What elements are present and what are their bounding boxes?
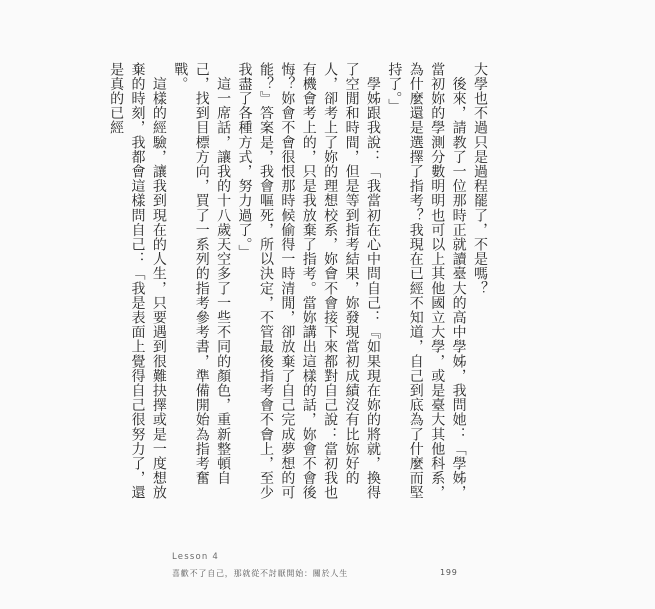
- paragraph: 後來，請教了一位那時正就讀臺大的高中學姊，我問她：「學姊，當初妳的學測分數明明也可以上其他國立大學，或是臺大其他科系，為什麼還是選擇了指考？我現在已經不知道，自己到底為了什麼而堅持了。」: [386, 62, 467, 500]
- chapter-title: 喜歡不了自己，那就從不討厭開始：關於人生: [172, 569, 348, 578]
- paragraph: 學姊跟我說：「我當初在心中問自己：『如果現在妳的將就，換得了空閒和時間，但是等到指考結果，妳發現當初成績沒有比妳好的人，卻考上了妳的理想校系，妳會不會接下來都對自己說：當初我也有機會考上的，只是我放棄了指考。當妳講出這樣的話，妳會不會後悔？妳會不會很恨那時候偷得一時清閒，卻放棄了自己完成夢想的可能？』答案是，我會嘔死，所以決定，不管最後指考會不會上，至少我盡了各種方式，努力過了。」: [236, 62, 381, 500]
- paragraph: 大學也不過只是過程罷了，不是嗎？: [472, 62, 488, 296]
- body-text: [108, 62, 490, 508]
- lesson-label: Lesson 4: [172, 552, 219, 562]
- page-number: 199: [440, 568, 458, 577]
- paragraph: 這樣的經驗，讓我到現在的人生，只要遇到很難抉擇或是一度想放棄的時刻，我都會這樣問自己：「我是表面上覺得自己很努力了，還是真的已經: [108, 62, 167, 500]
- paragraph: 這一席話，讓我的十八歲天空多了一些不同的顏色，重新整頓自己，找到目標方向，買了一系列的指考參考書，準備開始為指考奮戰。: [172, 62, 232, 486]
